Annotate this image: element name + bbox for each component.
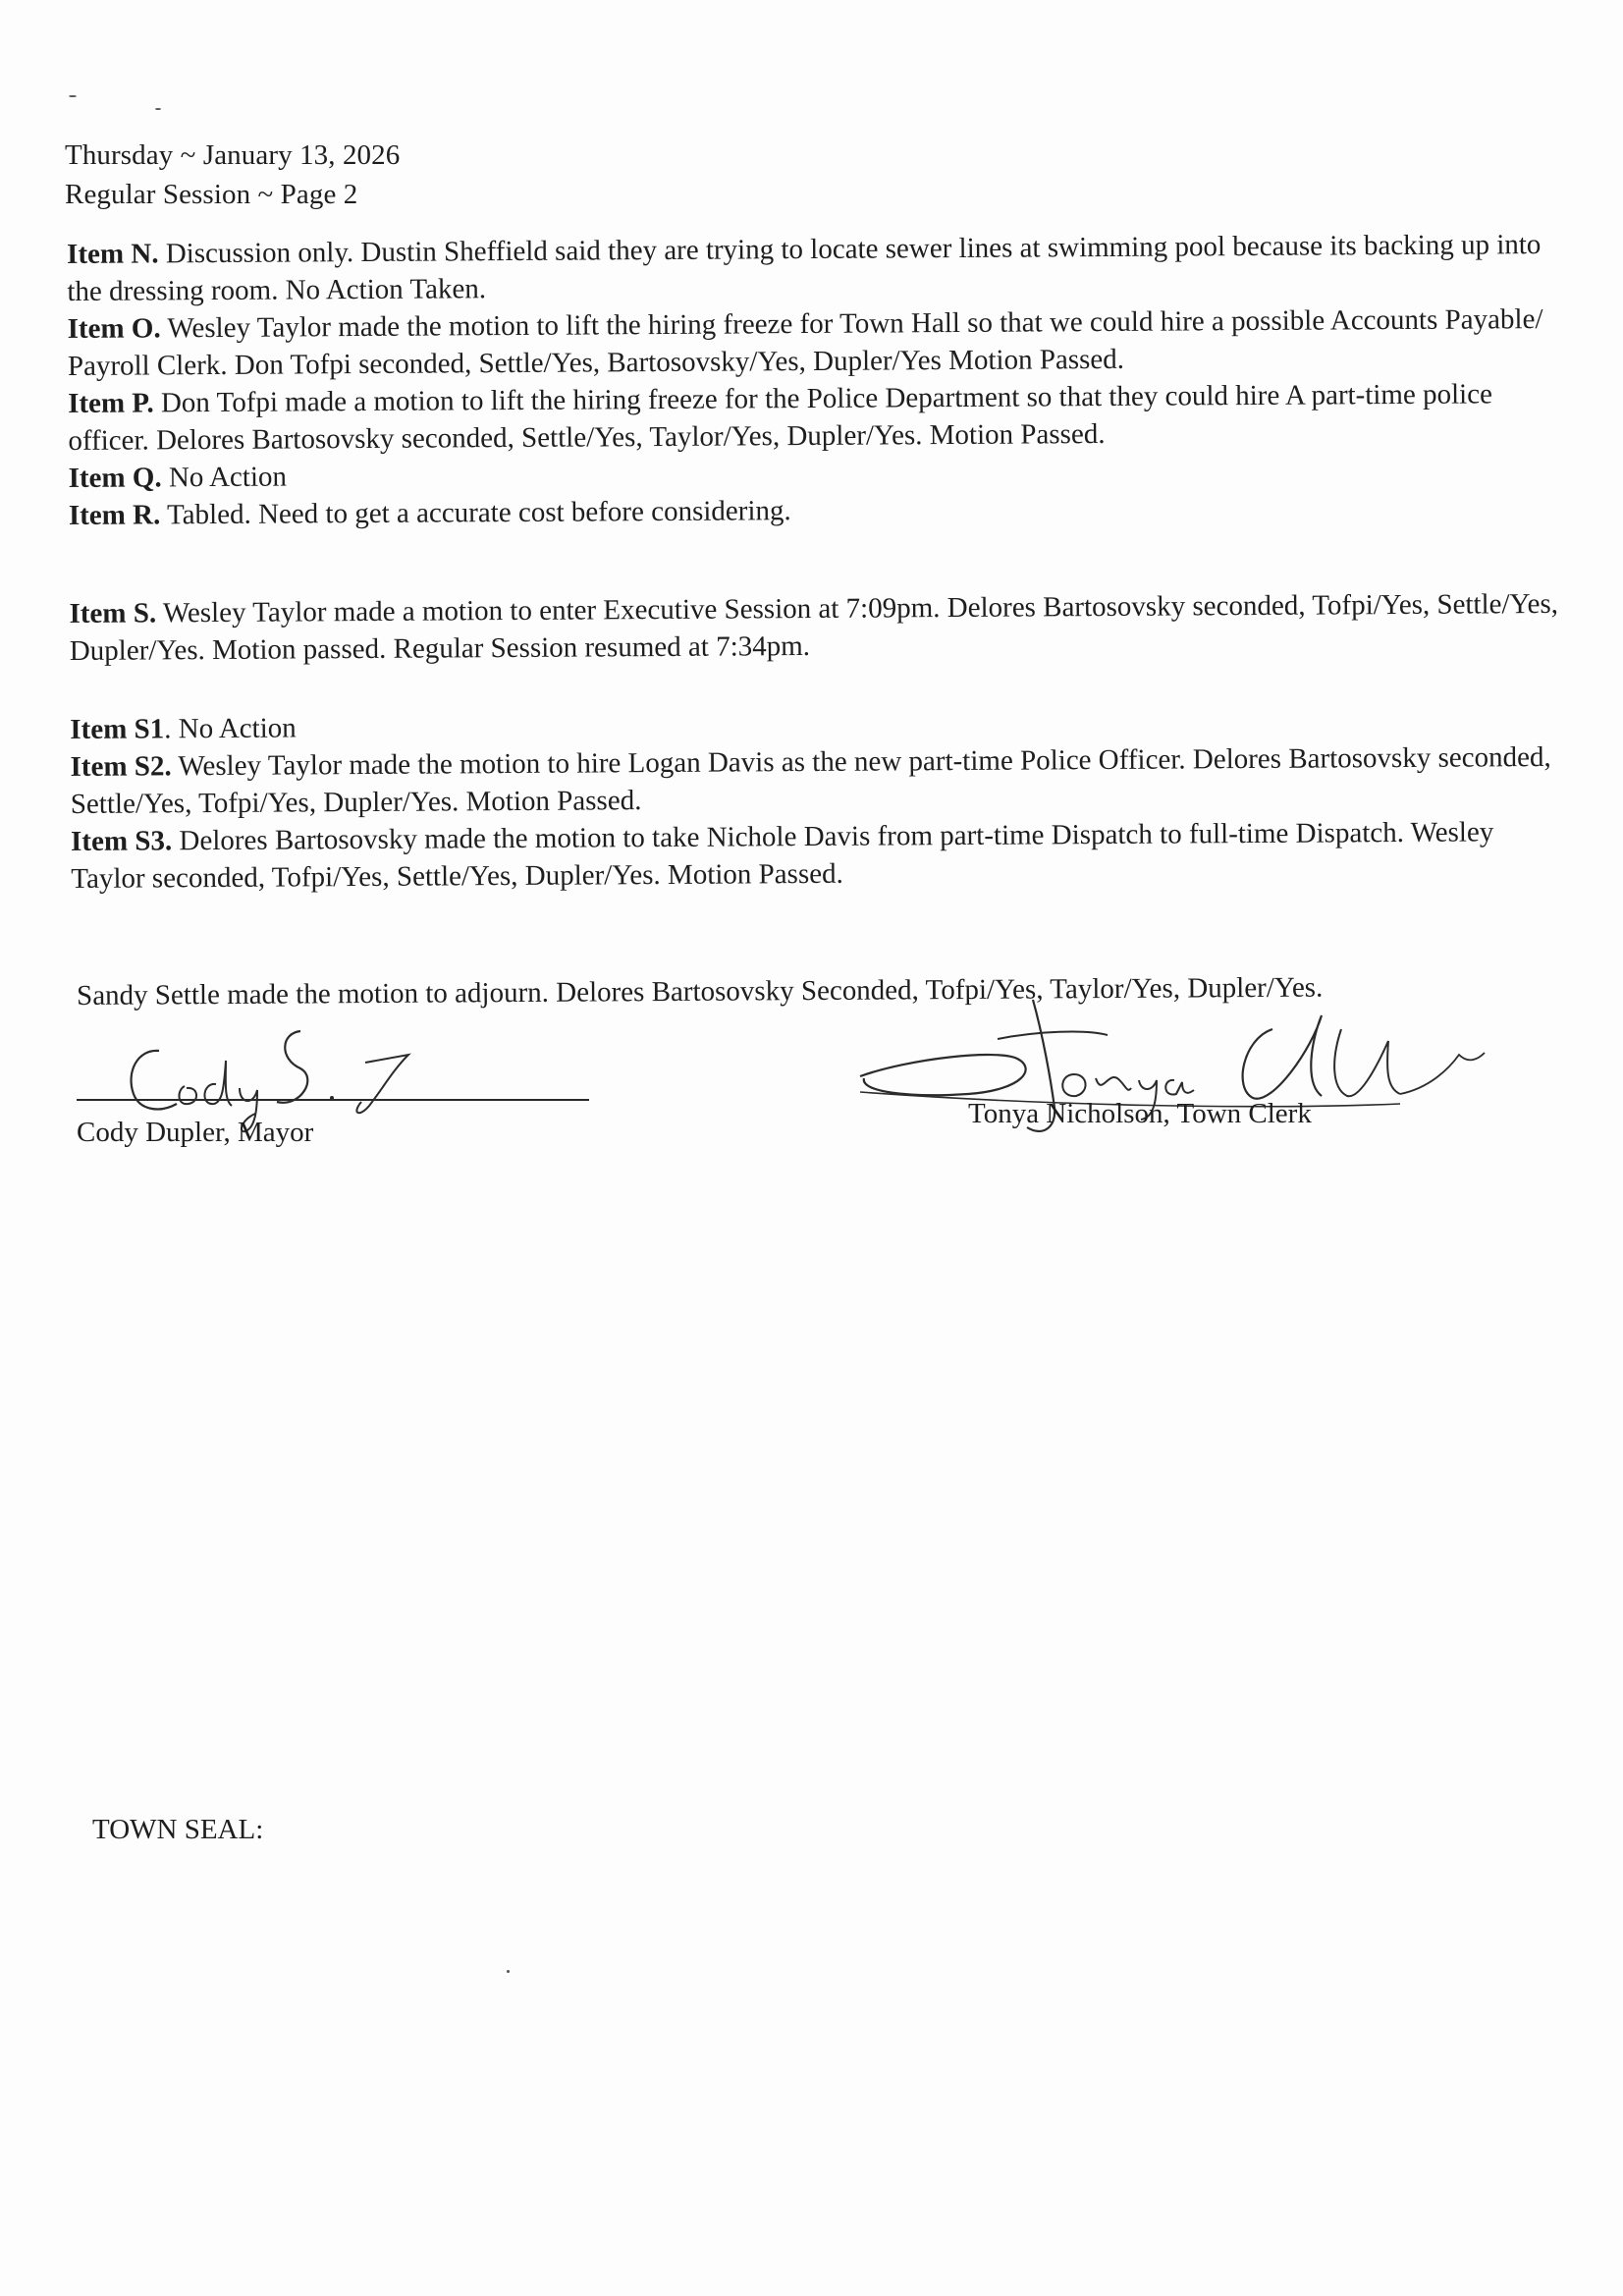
item-text: No Action <box>161 461 288 494</box>
item-label: Item S2. <box>70 750 172 783</box>
item-label: Item N. <box>67 238 159 270</box>
adjourn-motion: Sandy Settle made the motion to adjourn. Delores Bartosovsky Seconded, Tofpi/Yes, Taylor/Yes, Dupler/Yes. <box>77 971 1324 1011</box>
clerk-signature <box>850 990 1518 1157</box>
item-text: Wesley Taylor made the motion to lift the hiring freeze for Town Hall so that we could hire a possible Accounts Payable/ Payroll Clerk. Don Tofpi seconded, Settle/Yes, Bartosovsky/Yes, Dupler/Yes Motion Passed. <box>67 303 1543 382</box>
item-label: Item S3. <box>70 825 173 857</box>
item-label: Item S. <box>69 597 157 629</box>
item-text: Don Tofpi made a motion to lift the hiring freeze for the Police Department so that they could hire A part-time police officer. Delores Bartosovsky seconded, Settle/Yes, Taylor/Yes, Dupler/Yes. Motion Passed. <box>68 378 1493 457</box>
item-text: Tabled. Need to get a accurate cost before considering. <box>160 495 791 531</box>
header-date: Thursday ~ January 13, 2026 <box>65 139 401 171</box>
scan-speck <box>69 95 77 97</box>
item-text: . No Action <box>164 712 297 745</box>
item-label: Item S1 <box>70 713 165 745</box>
item-label: Item Q. <box>68 462 162 494</box>
spacer <box>69 524 1571 595</box>
item-label: Item P. <box>68 387 154 419</box>
item-o <box>68 301 1570 385</box>
minutes-body <box>67 226 1573 898</box>
item-s <box>69 585 1571 670</box>
mayor-name: Cody Dupler, Mayor <box>77 1117 314 1148</box>
item-label: Item O. <box>67 312 161 345</box>
item-text: Discussion only. Dustin Sheffield said they are trying to locate sewer lines at swimming pool because its backing up into the dressing room. No Action Taken. <box>67 229 1542 307</box>
clerk-name: Tonya Nicholson, Town Clerk <box>968 1098 1312 1129</box>
scan-speck <box>507 1970 510 1973</box>
item-s2 <box>70 738 1572 823</box>
page-header <box>65 136 400 214</box>
item-n <box>67 226 1569 310</box>
scan-speck <box>155 108 161 110</box>
item-label: Item R. <box>68 499 161 531</box>
item-p <box>68 375 1570 460</box>
town-seal-label: TOWN SEAL: <box>92 1814 264 1845</box>
item-text: Wesley Taylor made the motion to hire Logan Davis as the new part-time Police Officer. Delores Bartosovsky seconded, Settle/Yes, Tofpi/Yes, Dupler/Yes. Motion Passed. <box>70 740 1551 820</box>
header-session: Regular Session ~ Page 2 <box>65 179 358 210</box>
item-s3 <box>71 813 1573 898</box>
mayor-signature-line <box>77 1099 589 1101</box>
item-text: Delores Bartosovsky made the motion to take Nichole Davis from part-time Dispatch to full-time Dispatch. Wesley Taylor seconded, Tofpi/Yes, Settle/Yes, Dupler/Yes. Motion Passed. <box>71 816 1494 895</box>
item-text: Wesley Taylor made a motion to enter Executive Session at 7:09pm. Delores Bartosovsky seconded, Tofpi/Yes, Settle/Yes, Dupler/Yes. Motion passed. Regular Session resumed at 7:34pm. <box>69 587 1559 667</box>
